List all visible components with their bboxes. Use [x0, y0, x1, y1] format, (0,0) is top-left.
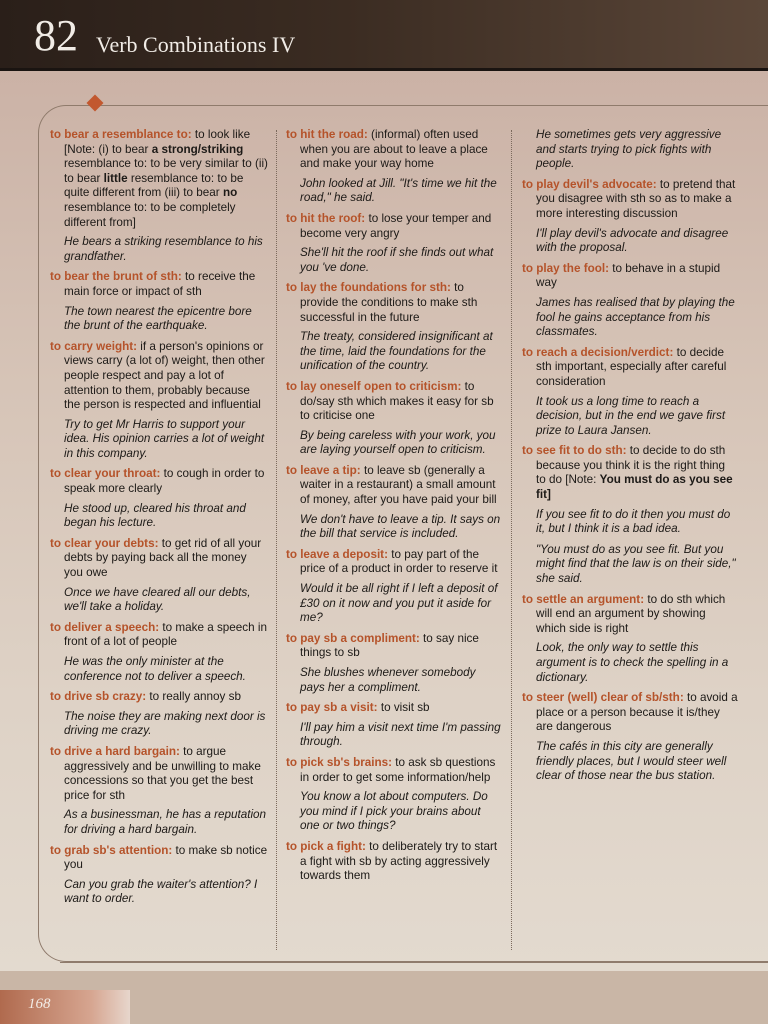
entry-definition: if a person's opinions or views carry (a lot of) weight, then other people respect and pay a lot of attention to them, probably because the person is respected and influential [64, 339, 265, 412]
unit-number: 82 [34, 11, 78, 60]
column-3 [522, 128, 738, 790]
column-divider [276, 130, 277, 950]
entry-definition: to lose your temper and become very angry [300, 211, 492, 240]
entry-definition: to leave sb (generally a waiter in a restaurant) a small amount of money, after you have paid your bill [300, 463, 497, 507]
entry-headword: to lay the foundations for sth: [286, 281, 451, 295]
entry-headword: to see fit to do sth: [522, 444, 627, 458]
entry-definition: to provide the conditions to make sth successful in the future [300, 281, 478, 324]
entry-headword: to pick sb's brains: [286, 755, 393, 769]
entry-definition: resemblance to: to be quite different from (iii) to bear [64, 171, 244, 200]
entry-definition: to argue aggressively and be unwilling to make concessions so that you get the best price for sth [64, 744, 261, 802]
dictionary-entry [50, 844, 268, 873]
dictionary-entry [286, 212, 502, 241]
entry-headword: to drive sb crazy: [50, 690, 147, 704]
dictionary-entry [522, 691, 738, 735]
entry-definition: to cough in order to speak more clearly [64, 467, 265, 496]
unit-title: Verb Combinations IV [96, 32, 296, 57]
page-header [0, 0, 768, 71]
entry-definition: resemblance to: to be very similar to (ii) to bear [64, 157, 268, 185]
dictionary-entry [522, 346, 738, 390]
entry-headword: to clear your throat: [50, 467, 161, 481]
entry-example: He stood up, cleared his throat and began his lecture. [64, 501, 246, 530]
entry-headword: to leave a tip: [286, 463, 361, 477]
entry-headword: to pay sb a visit: [286, 701, 378, 715]
entry-headword: to deliver a speech: [50, 620, 160, 634]
dictionary-entry [522, 444, 738, 502]
entry-example: I'll pay him a visit next time I'm passing through. [300, 720, 501, 749]
entry-example: The noise they are making next door is driving me crazy. [64, 709, 266, 738]
dictionary-entry [286, 128, 502, 172]
entry-example: Would it be all right if I left a deposit of £30 on it now and you put it aside for me? [300, 582, 498, 625]
entry-example: It took us a long time to reach a decision, but in the end we gave first prize to Laura Jansen. [536, 394, 726, 437]
entry-definition: to make sb notice you [64, 843, 268, 872]
entry-definition: to avoid a place or a person because it is/they are dangerous [536, 691, 738, 734]
entry-headword: to grab sb's attention: [50, 843, 173, 857]
entry-note-bold: little [103, 171, 128, 185]
entry-example: She blushes whenever somebody pays her a compliment. [300, 666, 476, 694]
dictionary-entry [50, 270, 268, 299]
entry-example: Once we have cleared all our debts, we'll take a holiday. [64, 585, 251, 614]
dictionary-entry [522, 178, 738, 222]
dictionary-entry [286, 632, 502, 661]
entry-headword: to reach a decision/verdict: [522, 345, 674, 359]
entry-example: Can you grab the waiter's attention? I want to order. [64, 877, 258, 906]
entry-example: She'll hit the roof if she finds out what you 've done. [300, 246, 494, 274]
entry-definition: to ask sb questions in order to get some information/help [300, 755, 496, 784]
dictionary-entry [522, 262, 738, 291]
dictionary-entry [50, 128, 268, 230]
entry-example: As a businessman, he has a reputation for driving a hard bargain. [64, 808, 267, 836]
dictionary-entry [522, 593, 738, 637]
entry-definition: to behave in a stupid way [536, 261, 721, 290]
dictionary-entry [286, 380, 502, 424]
entry-definition: resemblance to: to be completely different from] [64, 200, 236, 229]
entry-headword: to bear a resemblance to: [50, 128, 192, 141]
column-2 [286, 128, 502, 889]
entry-definition: to decide sth important, especially after careful consideration [536, 345, 727, 388]
entry-headword: to carry weight: [50, 339, 138, 353]
entry-example: The cafés in this city are generally friendly places, but I would steer well clear of those near the bus station. [536, 739, 727, 783]
entry-headword: to pick a fight: [286, 839, 366, 853]
column-divider [511, 130, 512, 950]
bottom-rule [60, 962, 768, 963]
dictionary-entry [50, 745, 268, 803]
entry-definition: to visit sb [377, 701, 430, 715]
dictionary-entry [286, 756, 502, 785]
entry-definition: to make a speech in front of a lot of people [64, 620, 267, 649]
entry-definition: to deliberately try to start a fight with sb by acting aggressively towards them [300, 839, 498, 883]
entry-headword: to settle an argument: [522, 592, 645, 606]
dictionary-entry [286, 840, 502, 884]
entry-example: John looked at Jill. "It's time we hit the road," he said. [300, 176, 497, 205]
entry-example: We don't have to leave a tip. It says on the bill that service is included. [300, 512, 501, 541]
dictionary-entry [286, 281, 502, 325]
entry-example: He was the only minister at the conference not to deliver a speech. [64, 655, 246, 683]
entry-example: The treaty, considered insignificant at the time, laid the foundations for the unification of the country. [300, 330, 493, 373]
entry-note-bold: no [222, 186, 238, 200]
entry-note-bold: a strong/striking [151, 142, 244, 156]
entry-example: "You must do as you see fit. But you might find that the law is on their side," she said. [536, 542, 736, 586]
entry-example: If you see fit to do it then you must do it, but I think it is a bad idea. [536, 507, 731, 536]
entry-definition: to do/say sth which makes it easy for sb to criticise one [300, 379, 494, 423]
entry-definition: to decide to do sth because you think it is the right thing to do [Note: [536, 444, 726, 487]
entry-headword: to leave a deposit: [286, 547, 388, 561]
entry-definition: to look like [Note: (i) to bear [64, 128, 251, 156]
entry-headword: to lay oneself open to criticism: [286, 379, 462, 393]
entry-definition: to say nice things to sb [300, 631, 479, 660]
dictionary-entry [286, 548, 502, 577]
entry-definition: to get rid of all your debts by paying back all the money you owe [64, 536, 262, 580]
entry-definition: (informal) often used when you are about to leave a place and make your way home [300, 128, 488, 171]
dictionary-entry [50, 690, 268, 705]
entry-definition: to pay part of the price of a product in order to reserve it [300, 547, 498, 576]
entry-example: James has realised that by playing the fool he gains acceptance from his classmates. [536, 295, 735, 339]
column-1 [50, 128, 268, 913]
entry-example: By being careless with your work, you are laying yourself open to criticism. [300, 428, 496, 457]
entry-headword: to hit the road: [286, 128, 368, 141]
entry-headword: to play the fool: [522, 261, 609, 275]
entry-headword: to clear your debts: [50, 536, 159, 550]
dictionary-entry [286, 464, 502, 508]
entry-headword: to play devil's advocate: [522, 177, 657, 191]
entry-example: You know a lot about computers. Do you mind if I pick your brains about one or two things? [300, 790, 488, 833]
entry-example: He sometimes gets very aggressive and starts trying to pick fights with people. [536, 128, 722, 171]
entry-definition: to do sth which will end an argument by showing which side is right [536, 592, 726, 635]
entry-definition: to receive the main force or impact of sth [64, 270, 256, 298]
entry-headword: to hit the roof: [286, 211, 366, 225]
page-number: 168 [28, 996, 51, 1012]
entry-headword: to pay sb a compliment: [286, 631, 420, 645]
page-footer [0, 990, 130, 1024]
dictionary-entry [286, 701, 502, 716]
entry-example: Try to get Mr Harris to support your idea. His opinion carries a lot of weight in this company. [64, 417, 265, 460]
entry-example: The town nearest the epicentre bore the brunt of the earthquake. [64, 304, 252, 333]
entry-example: I'll play devil's advocate and disagree with the proposal. [536, 226, 729, 255]
entry-note-bold: You must do as you see fit] [536, 473, 733, 502]
dictionary-entry [50, 340, 268, 413]
entry-example: Look, the only way to settle this argument is to check the spelling in a dictionary. [536, 641, 729, 684]
entry-definition: to pretend that you disagree with sth so as to make a more interesting discussion [536, 177, 736, 220]
entry-headword: to steer (well) clear of sb/sth: [522, 691, 684, 705]
entry-definition: to really annoy sb [146, 690, 241, 704]
entry-headword: to bear the brunt of sth: [50, 270, 182, 284]
dictionary-entry [50, 537, 268, 581]
entry-headword: to drive a hard bargain: [50, 744, 180, 758]
dictionary-entry [50, 621, 268, 650]
dictionary-entry [50, 467, 268, 496]
entry-example: He bears a striking resemblance to his grandfather. [64, 235, 263, 263]
